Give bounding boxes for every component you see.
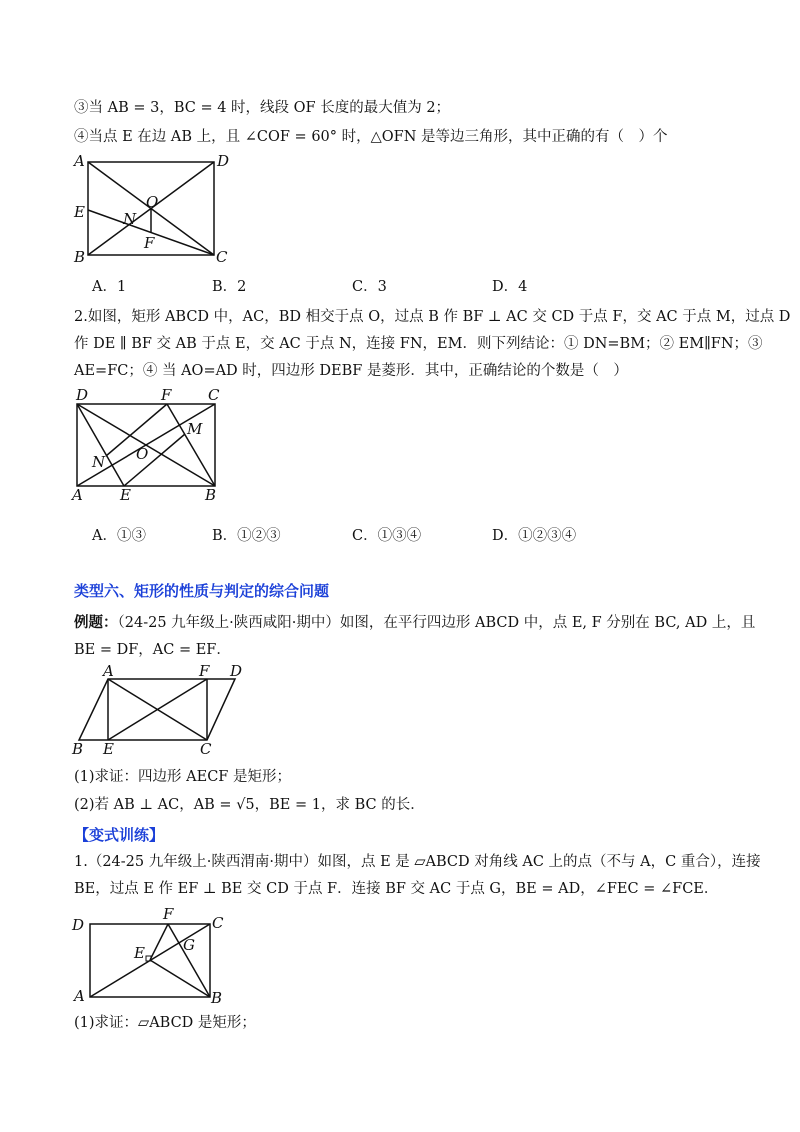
example-label-f: F bbox=[199, 662, 210, 680]
variant-label-f: F bbox=[163, 905, 174, 923]
q1-statement-3: ③当 AB = 3，BC = 4 时，线段 OF 长度的最大值为 2； bbox=[74, 100, 451, 116]
q2-label-o: O bbox=[136, 445, 149, 463]
variant-figure bbox=[72, 904, 237, 1006]
example-figure bbox=[72, 664, 257, 756]
q1-option-c[interactable]: C．3 bbox=[352, 279, 387, 295]
q1-figure bbox=[74, 150, 244, 270]
q2-label-e: E bbox=[120, 486, 131, 504]
q2-figure bbox=[72, 384, 232, 506]
q1-option-b[interactable]: B．2 bbox=[212, 279, 247, 295]
q1-label-c: C bbox=[216, 248, 228, 266]
example-line-2: BE = DF，AC = EF． bbox=[74, 642, 231, 658]
q2-label-f: F bbox=[161, 386, 172, 404]
q1-label-f: F bbox=[144, 234, 155, 252]
example-part-2: (2)若 AB ⊥ AC，AB = √5，BE = 1，求 BC 的长． bbox=[74, 797, 425, 813]
q1-label-a: A bbox=[74, 152, 85, 170]
q2-label-a: A bbox=[72, 486, 83, 504]
q1-statement-4: ④当点 E 在边 AB 上，且 ∠COF = 60° 时，△OFN 是等边三角形，其中正确的有（ ）个 bbox=[74, 129, 668, 145]
q2-segment-de bbox=[77, 404, 124, 486]
variant-title: 【变式训练】 bbox=[74, 826, 165, 844]
example-text: （24-25 九年级上·陕西咸阳·期中）如图，在平行四边形 ABCD 中，点 E, F 分别在 BC, AD 上，且 bbox=[117, 615, 756, 631]
variant-label-e: E bbox=[134, 944, 145, 962]
variant-label-d: D bbox=[72, 916, 85, 934]
example-label-a: A bbox=[103, 662, 114, 680]
variant-line-2: BE，过点 E 作 EF ⊥ BE 交 CD 于点 F．连接 BF 交 AC 于点 G，BE = AD，∠FEC = ∠FCE． bbox=[74, 881, 719, 897]
variant-line-1: 1.（24-25 九年级上·陕西渭南·期中）如图，点 E 是 ▱ABCD 对角线 AC 上的点（不与 A，C 重合），连接 bbox=[74, 854, 761, 870]
variant-label-b: B bbox=[211, 989, 223, 1007]
q1-option-a[interactable]: A．1 bbox=[92, 279, 127, 295]
example-label-d: D bbox=[230, 662, 243, 680]
q2-label-c: C bbox=[208, 386, 220, 404]
q2-option-c[interactable]: C．①③④ bbox=[352, 528, 422, 544]
q2-line-1: 2.如图，矩形 ABCD 中，AC，BD 相交于点 O，过点 B 作 BF ⊥ AC 交 CD 于点 F，交 AC 于点 M，过点 D bbox=[74, 309, 791, 325]
variant-label-g: G bbox=[183, 936, 195, 954]
example-head: 例题： bbox=[74, 615, 118, 631]
q2-line-3: AE=FC；④ 当 AO=AD 时，四边形 DEBF 是菱形．其中，正确结论的个数是（ ） bbox=[74, 363, 628, 379]
q2-option-d[interactable]: D．①②③④ bbox=[492, 528, 577, 544]
q2-label-n: N bbox=[92, 453, 106, 471]
example-label-e: E bbox=[103, 740, 114, 758]
example-part-1: (1)求证：四边形 AECF 是矩形； bbox=[74, 769, 291, 785]
example-label-c: C bbox=[200, 740, 212, 758]
variant-segment-bf bbox=[168, 924, 210, 997]
q2-option-b[interactable]: B．①②③ bbox=[212, 528, 281, 544]
q1-label-b: B bbox=[74, 248, 86, 266]
q2-option-a[interactable]: A．①③ bbox=[92, 528, 146, 544]
q1-label-n: N bbox=[123, 210, 137, 228]
q2-segment-bf bbox=[167, 404, 215, 486]
example-label-b: B bbox=[72, 740, 84, 758]
variant-label-c: C bbox=[212, 914, 224, 932]
q1-label-d: D bbox=[217, 152, 230, 170]
example-line-1 bbox=[74, 613, 755, 633]
q2-line-2: 作 DE ∥ BF 交 AB 于点 E，交 AC 于点 N，连接 FN，EM．则下列结论：① DN=BM；② EM∥FN；③ bbox=[74, 336, 763, 352]
variant-part-1: (1)求证：▱ABCD 是矩形； bbox=[74, 1015, 256, 1031]
q1-label-e: E bbox=[74, 203, 85, 221]
variant-label-a: A bbox=[74, 987, 85, 1005]
variant-segment-be bbox=[150, 960, 210, 997]
q2-label-m: M bbox=[187, 420, 203, 438]
q1-option-d[interactable]: D．4 bbox=[492, 279, 528, 295]
q2-segment-em bbox=[124, 434, 185, 486]
section-title: 类型六、矩形的性质与判定的综合问题 bbox=[74, 582, 330, 600]
q1-label-o: O bbox=[146, 193, 159, 211]
q2-label-d: D bbox=[76, 386, 89, 404]
q2-label-b: B bbox=[205, 486, 217, 504]
